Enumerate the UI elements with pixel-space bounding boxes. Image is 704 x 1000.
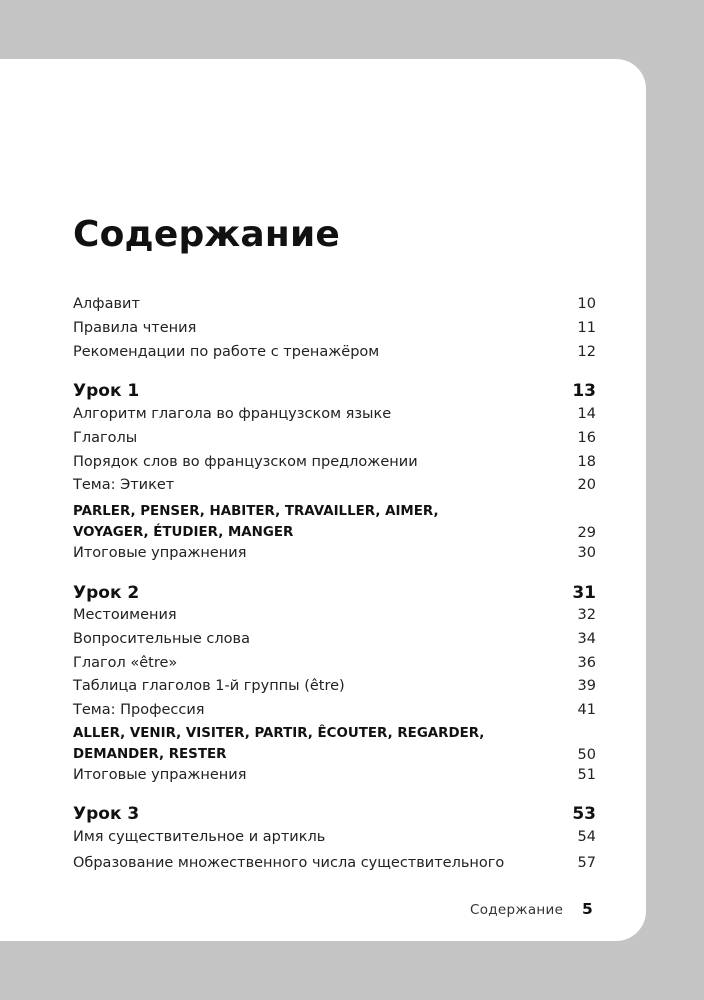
toc-entry <box>73 853 596 873</box>
toc-entry-verbs <box>73 723 596 765</box>
toc-entry-page: 16 <box>577 430 596 446</box>
toc-entry <box>73 827 596 847</box>
verbs-list-label: PARLER, PENSER, HABITER, TRAVAILLER, AIMER, VOYAGER, ÉTUDIER, MANGER <box>73 504 439 540</box>
toc-entry-label: Порядок слов во французском предложении <box>73 454 418 470</box>
lesson-heading-label: Урок 3 <box>73 804 140 824</box>
toc-entry-verbs <box>73 501 596 543</box>
running-footer-section: Содержание <box>470 902 564 918</box>
page-title: Содержание <box>73 214 341 255</box>
toc-entry <box>73 428 596 448</box>
toc-entry-page: 10 <box>577 296 596 312</box>
toc-entry-label: Глаголы <box>73 430 138 446</box>
toc-entry-page: 39 <box>577 678 596 694</box>
toc-entry-label: Образование множественного числа существительного <box>73 855 505 871</box>
toc-entry-recommendations <box>73 342 596 362</box>
toc-entry-page: 30 <box>577 545 596 561</box>
toc-entry-page: 12 <box>577 344 596 360</box>
toc-entry-label: Имя существительное и артикль <box>73 829 326 845</box>
toc-entry-label: Местоимения <box>73 607 177 623</box>
lesson-heading-page: 53 <box>572 804 596 824</box>
toc-entry-page: 41 <box>577 702 596 718</box>
toc-entry-page: 54 <box>577 829 596 845</box>
lesson-heading-page: 13 <box>572 381 596 401</box>
toc-entry-label: Вопросительные слова <box>73 631 250 647</box>
toc-entry-page: 50 <box>577 747 596 763</box>
toc-entry-exercises <box>73 543 596 563</box>
toc-entry <box>73 653 596 673</box>
toc-entry-label: Таблица глаголов 1-й группы (être) <box>73 678 345 694</box>
toc-entry-page: 36 <box>577 655 596 671</box>
toc-entry <box>73 404 596 424</box>
lesson-heading-label: Урок 2 <box>73 583 140 603</box>
verbs-list-label: ALLER, VENIR, VISITER, PARTIR, ÊCOUTER, REGARDER, DEMANDER, RESTER <box>73 726 485 762</box>
toc-lesson-3-heading <box>73 803 596 825</box>
toc-entry-label: Итоговые упражнения <box>73 767 247 783</box>
toc-entry <box>73 676 596 696</box>
toc-entry-label: Глагол «être» <box>73 655 178 671</box>
toc-entry-page: 34 <box>577 631 596 647</box>
toc-entry <box>73 700 596 720</box>
toc-entry-page: 57 <box>577 855 596 871</box>
toc-entry <box>73 605 596 625</box>
toc-entry-label: Алфавит <box>73 296 140 312</box>
toc-entry <box>73 629 596 649</box>
toc-entry-page: 29 <box>577 525 596 541</box>
toc-entry-reading-rules <box>73 318 596 338</box>
toc-entry-page: 14 <box>577 406 596 422</box>
lesson-heading-page: 31 <box>572 583 596 603</box>
toc-entry-label: Тема: Профессия <box>73 702 205 718</box>
running-footer-page-number: 5 <box>582 900 593 918</box>
toc-entry-page: 18 <box>577 454 596 470</box>
toc-entry <box>73 452 596 472</box>
toc-entry-page: 32 <box>577 607 596 623</box>
lesson-heading-label: Урок 1 <box>73 381 140 401</box>
toc-entry <box>73 475 596 495</box>
toc-entry-page: 11 <box>577 320 596 336</box>
toc-entry-label: Тема: Этикет <box>73 477 175 493</box>
toc-entry-label: Рекомендации по работе с тренажёром <box>73 344 380 360</box>
toc-entry-exercises <box>73 765 596 785</box>
toc-entry-page: 20 <box>577 477 596 493</box>
toc-entry-label: Правила чтения <box>73 320 197 336</box>
toc-lesson-2-heading <box>73 582 596 604</box>
toc-entry-alphabet <box>73 294 596 314</box>
toc-entry-page: 51 <box>577 767 596 783</box>
toc-lesson-1-heading <box>73 380 596 402</box>
toc-entry-label: Алгоритм глагола во французском языке <box>73 406 392 422</box>
toc-entry-label: Итоговые упражнения <box>73 545 247 561</box>
